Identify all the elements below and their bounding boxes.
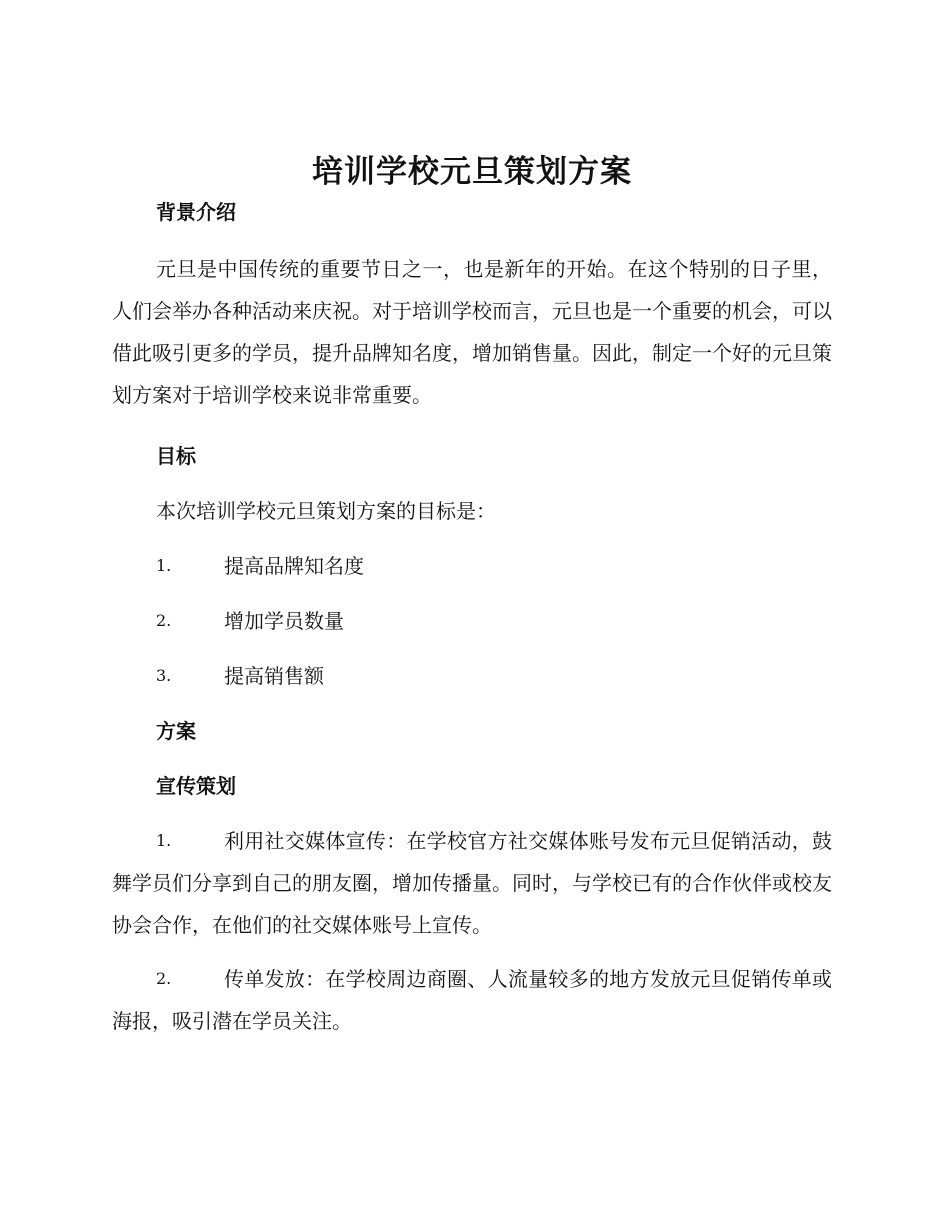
document-content bbox=[112, 152, 832, 1042]
list-item-number: 1. bbox=[156, 831, 172, 850]
section-promotion bbox=[112, 772, 832, 1042]
list-item bbox=[112, 820, 832, 946]
list-item-number: 2. bbox=[156, 969, 172, 988]
section-goals bbox=[112, 442, 832, 690]
list-item bbox=[112, 662, 832, 690]
list-item-number: 1. bbox=[156, 556, 172, 575]
list-item bbox=[112, 552, 832, 580]
list-item-number: 2. bbox=[156, 611, 172, 630]
list-item-number: 3. bbox=[156, 666, 172, 685]
list-item bbox=[112, 958, 832, 1042]
section-background bbox=[112, 198, 832, 416]
section-heading-background: 背景介绍 bbox=[156, 200, 236, 224]
list-item-text: 传单发放：在学校周边商圈、人流量较多的地方发放元旦促销传单或海报，吸引潜在学员关注。 bbox=[112, 967, 832, 1033]
list-item-text: 增加学员数量 bbox=[224, 609, 344, 633]
background-paragraph: 元旦是中国传统的重要节日之一，也是新年的开始。在这个特别的日子里，人们会举办各种活动来庆祝。对于培训学校而言，元旦也是一个重要的机会，可以借此吸引更多的学员，提升品牌知名度，增加销售量。因此，制定一个好的元旦策划方案对于培训学校来说非常重要。 bbox=[112, 257, 832, 407]
list-item-text: 提高品牌知名度 bbox=[224, 554, 364, 578]
goals-intro: 本次培训学校元旦策划方案的目标是： bbox=[156, 499, 496, 523]
list-item bbox=[112, 607, 832, 635]
section-heading-plan: 方案 bbox=[156, 719, 196, 743]
document-title: 培训学校元旦策划方案 bbox=[312, 154, 632, 190]
list-item-text: 提高销售额 bbox=[224, 664, 324, 688]
list-item-text: 利用社交媒体宣传：在学校官方社交媒体账号发布元旦促销活动，鼓舞学员们分享到自己的朋友圈，增加传播量。同时，与学校已有的合作伙伴或校友协会合作，在他们的社交媒体账号上宣传。 bbox=[112, 829, 832, 937]
section-heading-promotion: 宣传策划 bbox=[156, 774, 236, 798]
section-plan bbox=[112, 717, 832, 745]
section-heading-goals: 目标 bbox=[156, 444, 196, 468]
